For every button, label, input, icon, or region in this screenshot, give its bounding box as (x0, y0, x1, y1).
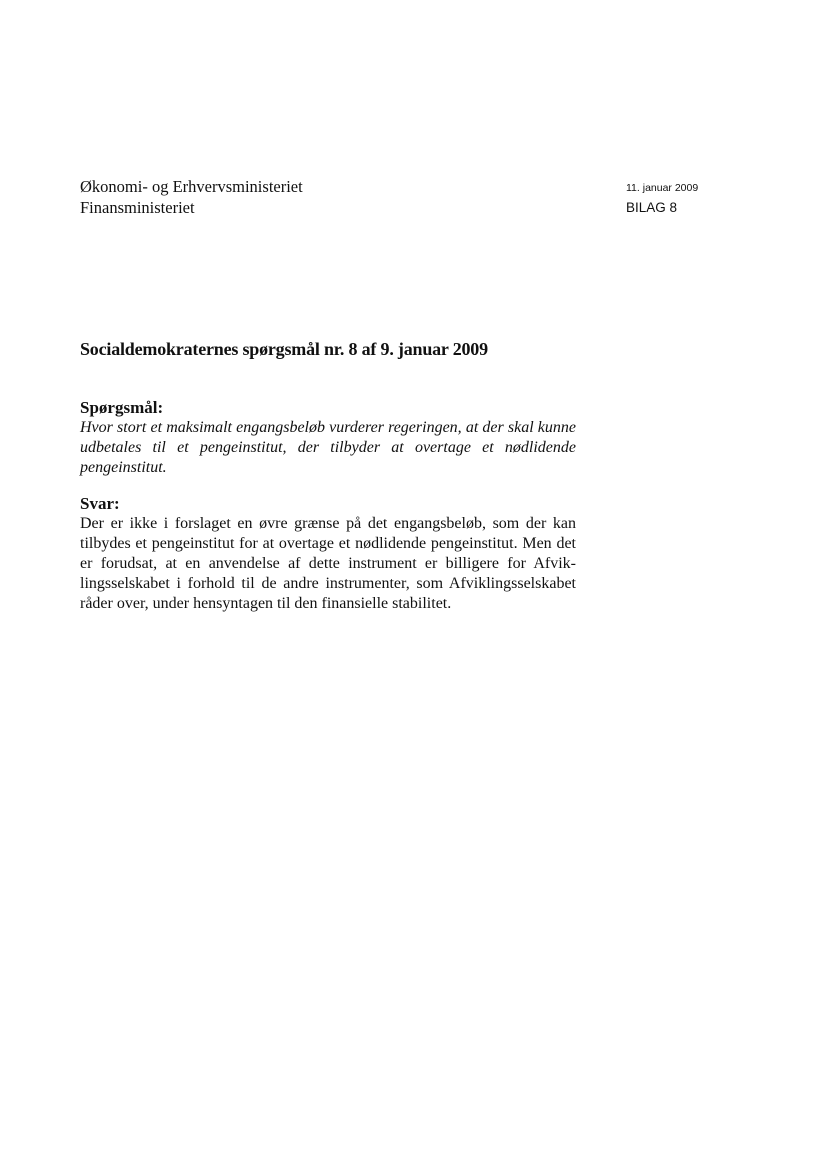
attachment-label: BILAG 8 (626, 200, 678, 215)
answer-heading: Svar: (80, 494, 120, 513)
answer-section (80, 494, 576, 614)
document-title: Socialdemokraternes spørgsmål nr. 8 af 9. januar 2009 (80, 339, 488, 359)
document-date: 11. januar 2009 (626, 182, 699, 194)
question-section (80, 398, 576, 478)
question-text: Hvor stort et maksimalt engangsbeløb vurderer regeringen, at der skal kunne udbetales til et pengeinstitut, der tilbyder at overtage et nødlidende pengeinstitut. (80, 419, 576, 476)
question-heading: Spørgsmål: (80, 398, 164, 417)
sender-ministry-economy: Økonomi- og Erhvervsministeriet (80, 177, 303, 196)
meta-block (626, 181, 698, 218)
answer-text: Der er ikke i forslaget en øvre grænse på det engangsbeløb, som der kan tilbydes et pengeinstitut for at overtage et nødlidende pengeinstitut. Men det er forudsat, at en anvendelse af dette instrument er billigere for Afviklingsselskabet i forhold til de andre instrumenter, som Afviklingsselskabet råder over, under hensyntagen til den finansielle stabilitet. (80, 515, 576, 612)
sender-ministry-finance: Finansministeriet (80, 198, 195, 217)
sender-block (80, 176, 303, 218)
